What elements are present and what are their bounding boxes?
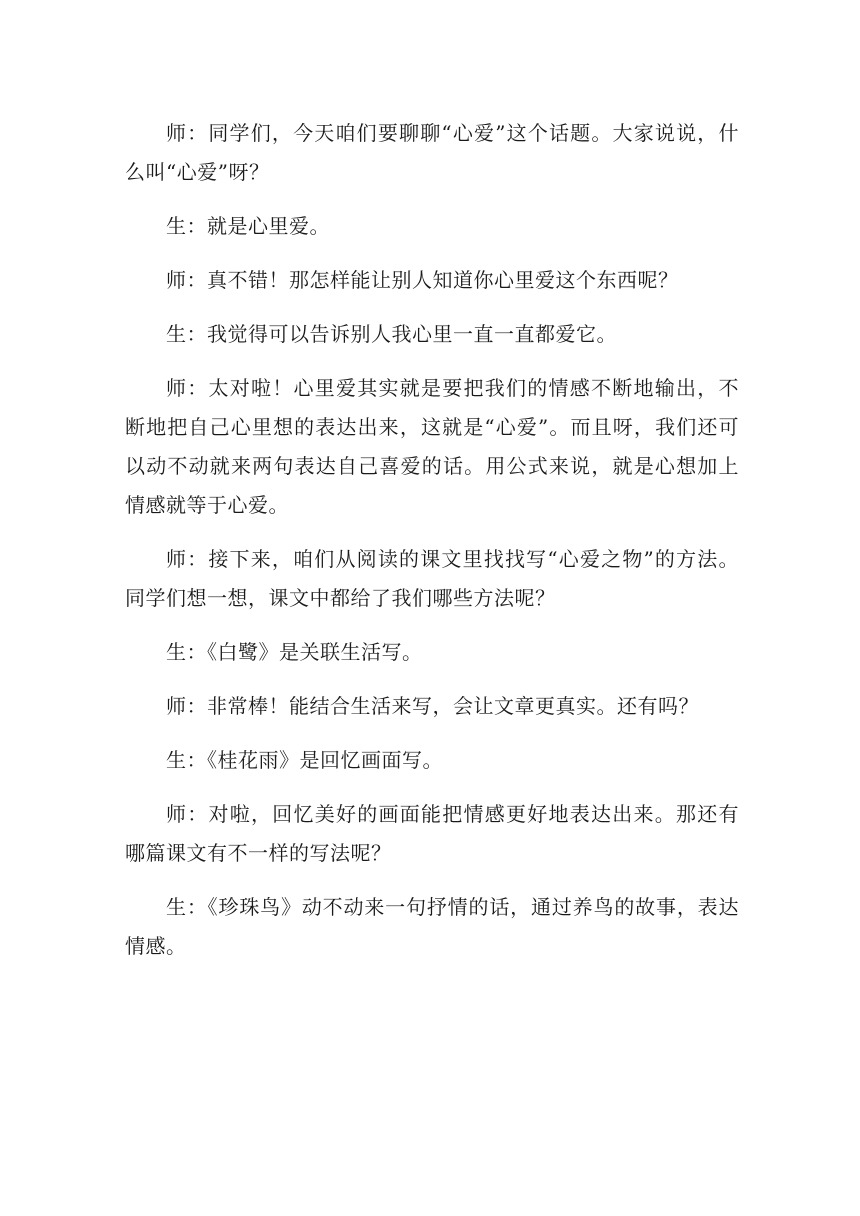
paragraph-teacher-intro: 师：同学们，今天咱们要聊聊“心爱”这个话题。大家说说，什么叫“心爱”呀？ (125, 121, 739, 184)
paragraph-student-answer-4: 生：《桂花雨》是回忆画面写。 (166, 748, 443, 772)
paragraph-teacher-feedback-1: 师：非常棒！能结合生活来写，会让文章更真实。还有吗？ (166, 694, 699, 718)
paragraph-student-answer-2: 生：我觉得可以告诉别人我心里一直一直都爱它。 (166, 322, 617, 346)
paragraph-teacher-question-2: 师：接下来，咱们从阅读的课文里找找写“心爱之物”的方法。同学们想一想，课文中都给了我们哪些方法呢？ (125, 547, 739, 610)
paragraph-teacher-feedback-2: 师：对啦，回忆美好的画面能把情感更好地表达出来。那还有哪篇课文有不一样的写法呢？ (125, 802, 739, 865)
paragraph-student-answer-5: 生：《珍珠鸟》动不动来一句抒情的话，通过养鸟的故事，表达情感。 (125, 895, 739, 958)
paragraph-student-answer-1: 生：就是心里爱。 (166, 214, 330, 238)
document-body (125, 114, 739, 981)
paragraph-student-answer-3: 生：《白鹭》是关联生活写。 (166, 640, 423, 664)
paragraph-teacher-explanation: 师：太对啦！心里爱其实就是要把我们的情感不断地输出，不断地把自己心里想的表达出来，这就是“心爱”。而且呀，我们还可以动不动就来两句表达自己喜爱的话。用公式来说，就是心想加上情感就等于心爱。 (125, 376, 739, 517)
paragraph-teacher-question-1: 师：真不错！那怎样能让别人知道你心里爱这个东西呢？ (166, 268, 679, 292)
